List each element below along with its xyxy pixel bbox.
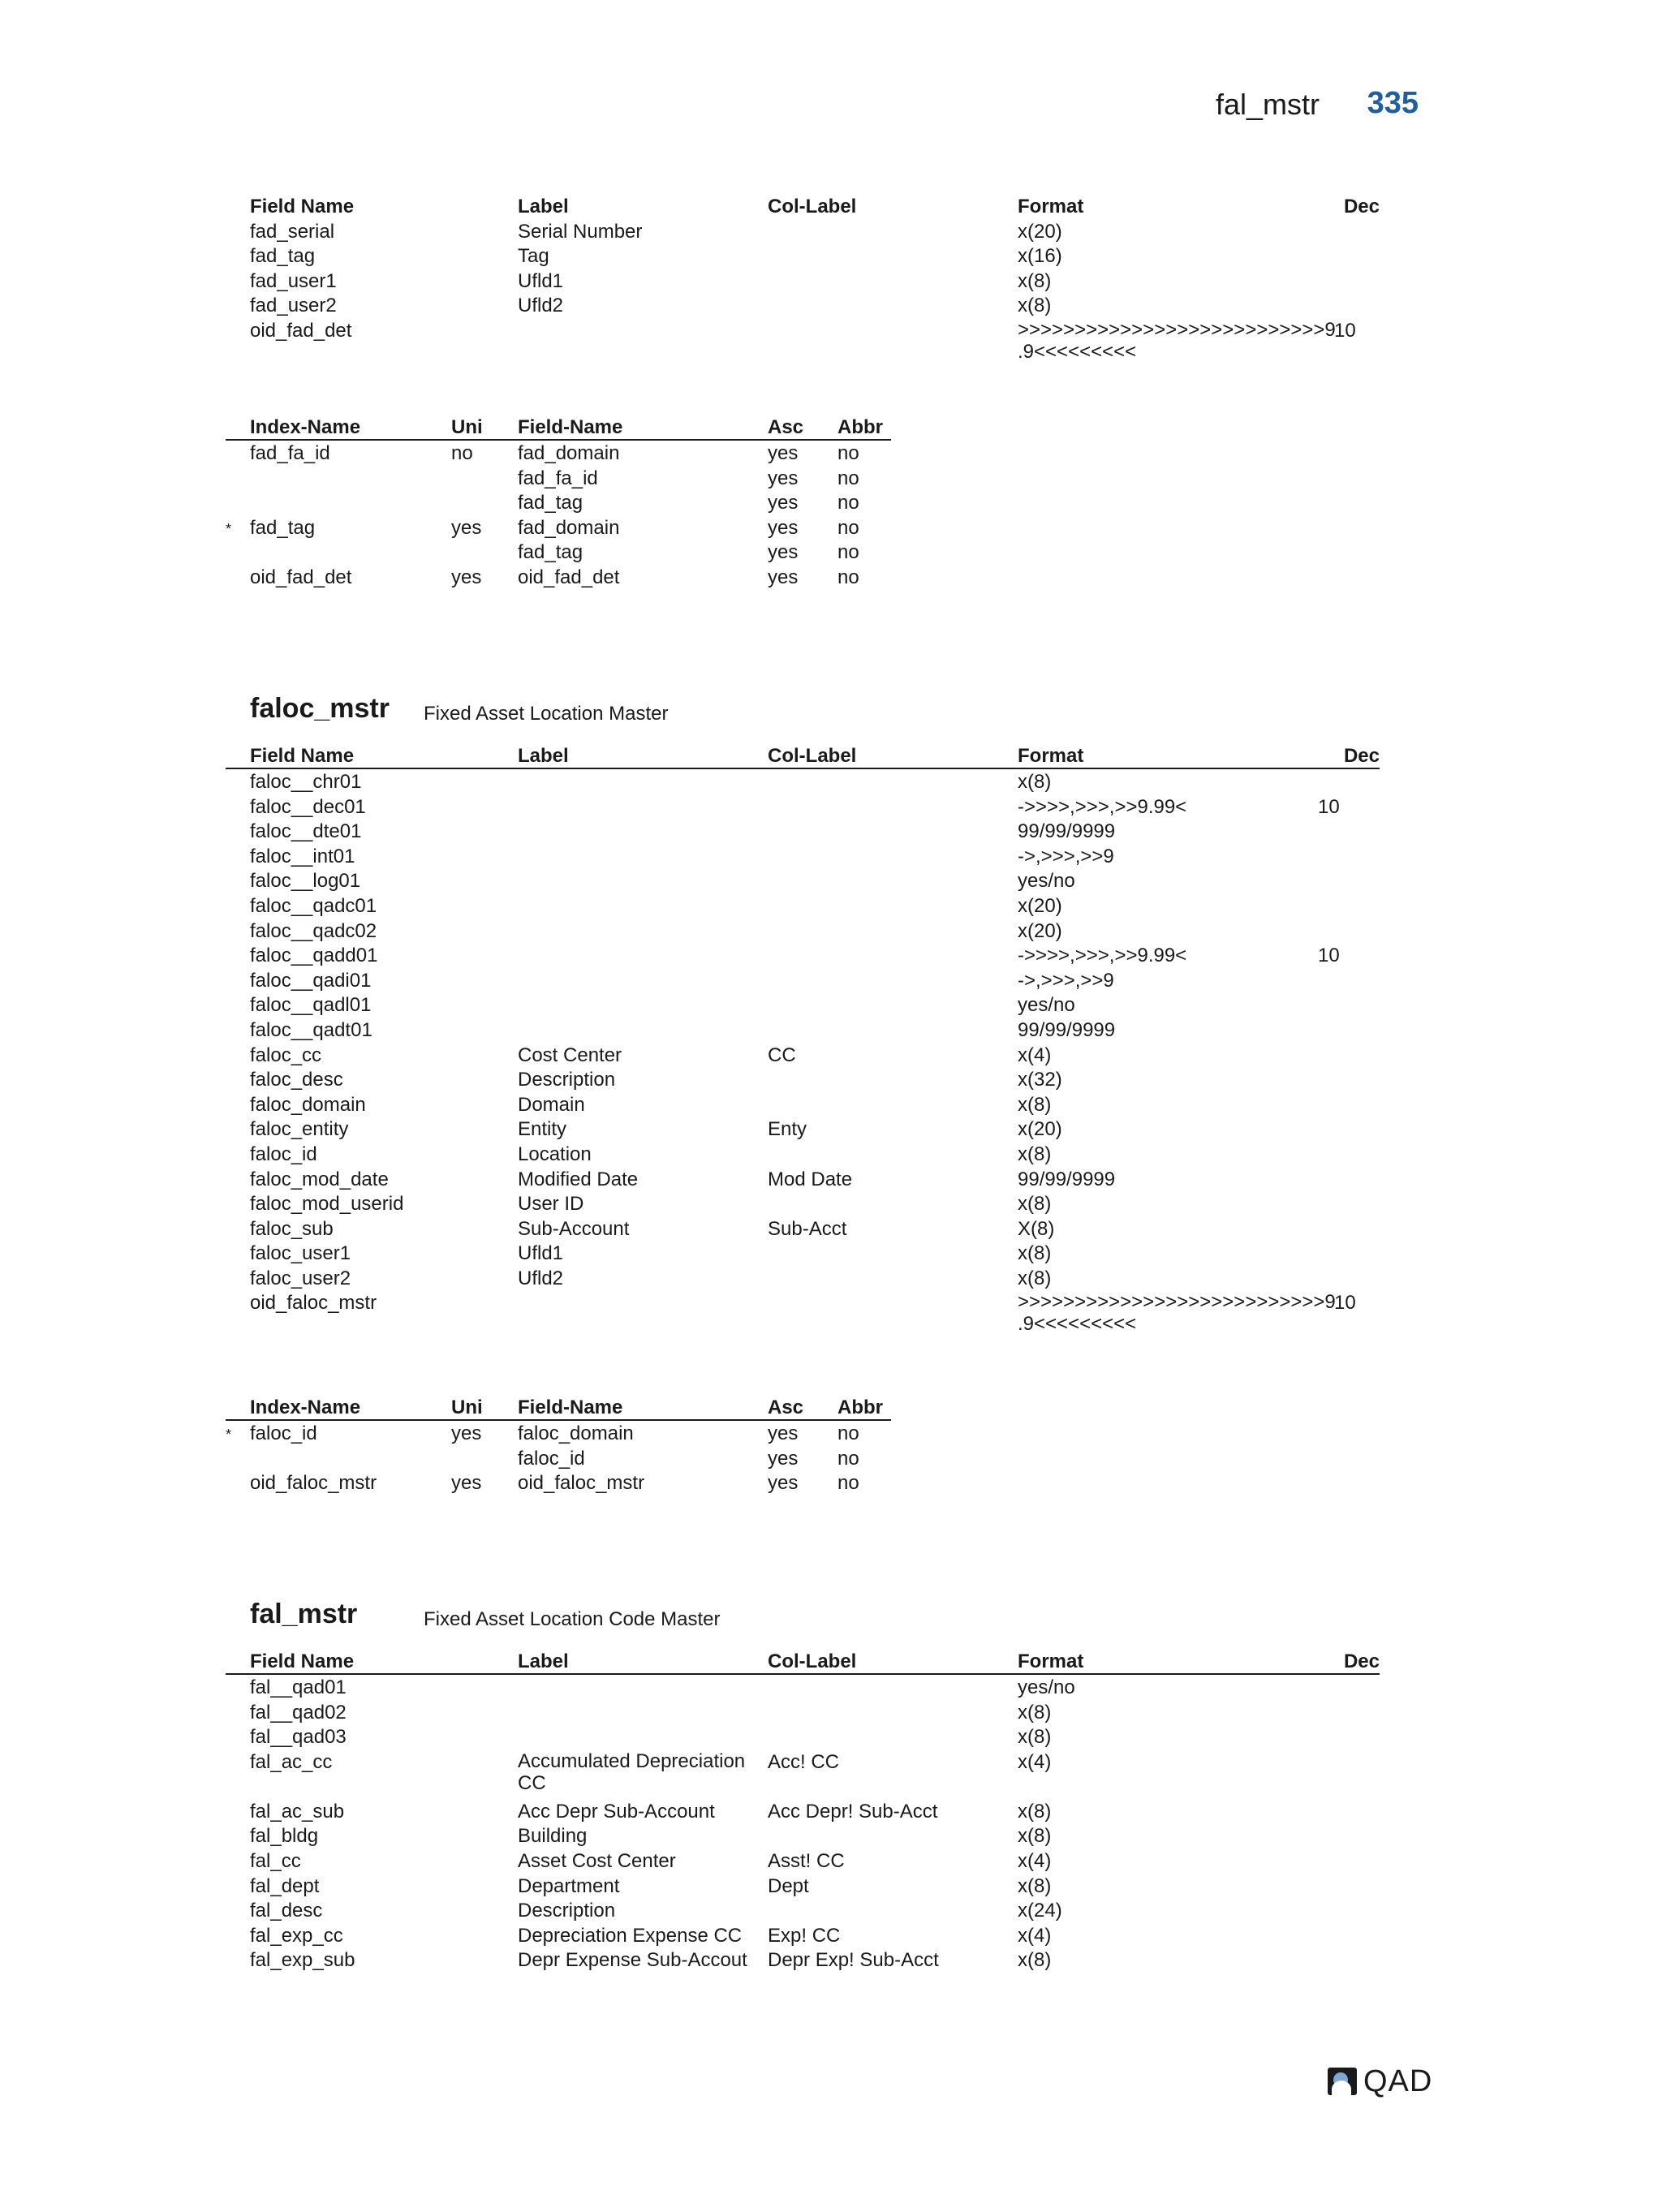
field-format: x(8) [1018, 269, 1052, 292]
field-row [226, 1217, 1380, 1242]
field-name: fal__qad03 [250, 1726, 347, 1749]
column-header: Index-Name [250, 416, 361, 438]
index-field-name: fad_domain [518, 516, 620, 539]
field-format: 99/99/9999 [1018, 1018, 1116, 1041]
field-format: x(24) [1018, 1900, 1062, 1922]
column-header: Format [1018, 745, 1084, 767]
field-col-label: Mod Date [768, 1168, 853, 1190]
field-label: Ufld2 [518, 1267, 564, 1289]
field-name: faloc_user1 [250, 1242, 351, 1265]
field-format: x(8) [1018, 1949, 1052, 1972]
field-row [226, 1899, 1380, 1924]
field-row [226, 944, 1380, 969]
column-header: Field Name [250, 196, 355, 217]
field-format: x(32) [1018, 1069, 1062, 1091]
field-table-header [226, 744, 1380, 769]
field-format: x(8) [1018, 1825, 1052, 1848]
field-format: x(8) [1018, 295, 1052, 317]
column-header: Col-Label [768, 745, 857, 767]
field-label: Entity [518, 1118, 567, 1141]
field-format: ->>>>,>>>,>>9.99< [1018, 795, 1187, 818]
field-name: faloc__qadi01 [250, 969, 372, 992]
index-field-name: faloc_id [518, 1447, 585, 1470]
column-header: Col-Label [768, 196, 857, 217]
index-name: faloc_id [250, 1422, 317, 1444]
column-header: Col-Label [768, 1650, 857, 1672]
field-row [226, 1093, 1380, 1118]
index-asc: yes [768, 442, 799, 464]
field-row [226, 1068, 1380, 1093]
field-row [226, 1192, 1380, 1217]
field-name: oid_faloc_mstr [250, 1292, 377, 1315]
index-row [226, 467, 891, 492]
field-name: fal_cc [250, 1849, 301, 1872]
field-row [226, 993, 1380, 1018]
field-col-label: Asst! CC [768, 1849, 845, 1872]
field-name: faloc__qadt01 [250, 1018, 372, 1041]
index-field-name: oid_faloc_mstr [518, 1472, 645, 1495]
column-header: Dec [1343, 745, 1380, 767]
field-row [226, 1242, 1380, 1267]
field-table-header [226, 1650, 1380, 1675]
field-name: fal_dept [250, 1874, 320, 1897]
column-header: Field-Name [518, 416, 623, 438]
field-format: x(8) [1018, 1726, 1052, 1749]
field-label: Ufld2 [518, 295, 564, 317]
field-name: fal_desc [250, 1900, 323, 1922]
field-name: faloc__qadd01 [250, 945, 378, 967]
column-header: Field-Name [518, 1396, 623, 1418]
field-name: fal_exp_cc [250, 1924, 343, 1947]
primary-index-marker: * [226, 520, 232, 537]
field-name: faloc_mod_userid [250, 1193, 404, 1216]
index-table-header [226, 1396, 891, 1421]
field-dec: 10 [1334, 319, 1356, 342]
fal-mstr-field-table [226, 1650, 1380, 1973]
field-col-label: Acc! CC [768, 1750, 840, 1773]
field-format: 99/99/9999 [1018, 820, 1116, 843]
field-format: x(4) [1018, 1044, 1052, 1066]
field-name: fal_ac_sub [250, 1800, 345, 1823]
column-header: Format [1018, 1650, 1084, 1672]
index-name: oid_faloc_mstr [250, 1472, 377, 1495]
field-row [226, 1750, 1380, 1800]
field-format: x(20) [1018, 1118, 1062, 1141]
index-unique: yes [451, 566, 482, 588]
column-header: Asc [768, 416, 804, 438]
field-row [226, 845, 1380, 870]
index-unique: yes [451, 1422, 482, 1444]
field-name: faloc_entity [250, 1118, 349, 1141]
field-format: x(8) [1018, 1874, 1052, 1897]
index-row [226, 1471, 891, 1496]
field-row [226, 1676, 1380, 1701]
index-asc: yes [768, 492, 799, 514]
field-row [226, 1117, 1380, 1143]
field-col-label: Acc Depr! Sub-Acct [768, 1800, 938, 1823]
field-label: Cost Center [518, 1044, 622, 1066]
field-label: Ufld1 [518, 1242, 564, 1265]
field-row [226, 969, 1380, 994]
field-row [226, 244, 1380, 269]
index-row [226, 441, 891, 467]
column-header: Format [1018, 196, 1084, 217]
index-asc: yes [768, 467, 799, 489]
field-format: x(20) [1018, 919, 1062, 942]
index-field-name: fad_tag [518, 492, 583, 514]
field-row [226, 1044, 1380, 1069]
field-label: Tag [518, 245, 549, 268]
index-unique: yes [451, 516, 482, 539]
index-abbr: no [837, 1422, 859, 1444]
field-row [226, 1800, 1380, 1825]
field-name: faloc_mod_date [250, 1168, 389, 1190]
index-field-name: oid_fad_det [518, 566, 620, 588]
field-format: x(8) [1018, 1800, 1052, 1823]
field-format: ->,>>>,>>9 [1018, 969, 1114, 992]
field-name: faloc__log01 [250, 870, 361, 893]
field-row [226, 1291, 1380, 1341]
field-name: faloc__chr01 [250, 771, 362, 793]
index-abbr: no [837, 467, 859, 489]
field-format: x(4) [1018, 1750, 1052, 1773]
index-field-name: faloc_domain [518, 1422, 634, 1444]
running-header-title: fal_mstr [1215, 88, 1320, 121]
column-header: Uni [451, 416, 483, 438]
column-header: Asc [768, 1396, 804, 1418]
field-format: x(8) [1018, 1267, 1052, 1289]
index-abbr: no [837, 1472, 859, 1495]
field-row [226, 820, 1380, 845]
field-format: x(8) [1018, 1242, 1052, 1265]
column-header: Label [518, 745, 569, 767]
field-format: >>>>>>>>>>>>>>>>>>>>>>>>>>>9 .9<<<<<<<<< [1018, 1291, 1336, 1336]
field-label: Modified Date [518, 1168, 639, 1190]
index-abbr: no [837, 492, 859, 514]
page-number: 335 [1367, 86, 1419, 120]
index-abbr: no [837, 541, 859, 564]
index-unique: no [451, 442, 473, 464]
index-row [226, 1422, 891, 1447]
field-label: Description [518, 1069, 616, 1091]
field-format: yes/no [1018, 994, 1075, 1017]
index-abbr: no [837, 516, 859, 539]
field-row [226, 1725, 1380, 1750]
field-col-label: Exp! CC [768, 1924, 841, 1947]
field-name: fal_bldg [250, 1825, 319, 1848]
field-format: x(20) [1018, 220, 1062, 243]
field-format: x(4) [1018, 1924, 1052, 1947]
field-format: yes/no [1018, 1676, 1075, 1698]
field-format: X(8) [1018, 1217, 1055, 1240]
index-asc: yes [768, 1422, 799, 1444]
index-field-name: fad_domain [518, 442, 620, 464]
field-row [226, 1824, 1380, 1849]
field-label: Depr Expense Sub-Accout [518, 1949, 747, 1972]
field-name: fal__qad02 [250, 1701, 347, 1724]
index-asc: yes [768, 1447, 799, 1470]
field-name: oid_fad_det [250, 319, 352, 342]
field-label: Building [518, 1825, 588, 1848]
field-label: Ufld1 [518, 269, 564, 292]
index-name: fad_fa_id [250, 442, 330, 464]
index-row [226, 491, 891, 516]
field-name: faloc__qadc01 [250, 894, 377, 917]
field-row [226, 1267, 1380, 1292]
column-header: Dec [1343, 196, 1380, 217]
field-label: Location [518, 1143, 592, 1165]
qad-logo [1328, 2064, 1449, 2098]
faloc-mstr-index-table [226, 1396, 891, 1496]
field-row [226, 795, 1380, 820]
field-format: x(8) [1018, 1093, 1052, 1116]
column-header: Label [518, 196, 569, 217]
index-row [226, 516, 891, 541]
field-name: faloc__dec01 [250, 795, 366, 818]
field-label: Acc Depr Sub-Account [518, 1800, 715, 1823]
field-format: x(8) [1018, 1701, 1052, 1724]
qad-logo-icon [1328, 2068, 1357, 2095]
field-row [226, 770, 1380, 795]
index-name: fad_tag [250, 516, 316, 539]
field-row [226, 1168, 1380, 1193]
field-name: faloc__qadc02 [250, 919, 377, 942]
field-name: faloc_cc [250, 1044, 322, 1066]
field-row [226, 1701, 1380, 1726]
primary-index-marker: * [226, 1427, 232, 1443]
field-format: >>>>>>>>>>>>>>>>>>>>>>>>>>>9 .9<<<<<<<<< [1018, 318, 1336, 363]
field-label: Description [518, 1900, 616, 1922]
field-label: Domain [518, 1093, 585, 1116]
field-format: x(8) [1018, 1143, 1052, 1165]
column-header: Abbr [837, 416, 883, 438]
field-label: Asset Cost Center [518, 1849, 676, 1872]
field-row [226, 919, 1380, 945]
index-asc: yes [768, 516, 799, 539]
field-row [226, 220, 1380, 245]
field-row [226, 294, 1380, 319]
field-row [226, 1143, 1380, 1168]
field-format: ->>>>,>>>,>>9.99< [1018, 945, 1187, 967]
field-label: Accumulated Depreciation CC [518, 1749, 746, 1794]
field-name: faloc_user2 [250, 1267, 351, 1289]
field-name: fal_exp_sub [250, 1949, 355, 1972]
field-row [226, 269, 1380, 295]
field-name: faloc__dte01 [250, 820, 362, 843]
index-abbr: no [837, 566, 859, 588]
field-row [226, 1924, 1380, 1949]
field-col-label: Sub-Acct [768, 1217, 847, 1240]
index-row [226, 566, 891, 591]
qad-logo-text: QAD [1363, 2064, 1433, 2098]
field-label: Depreciation Expense CC [518, 1924, 743, 1947]
field-row [226, 1948, 1380, 1973]
field-format: x(4) [1018, 1849, 1052, 1872]
index-row [226, 540, 891, 566]
field-name: faloc__int01 [250, 845, 355, 867]
field-name: faloc_id [250, 1143, 317, 1165]
column-header: Field Name [250, 1650, 355, 1672]
index-name: oid_fad_det [250, 566, 352, 588]
field-col-label: Dept [768, 1874, 809, 1897]
index-abbr: no [837, 1447, 859, 1470]
fal-mstr-title: fal_mstr [250, 1599, 358, 1629]
field-format: x(8) [1018, 771, 1052, 793]
faloc-mstr-title: faloc_mstr [250, 693, 390, 724]
index-unique: yes [451, 1472, 482, 1495]
field-row [226, 894, 1380, 919]
field-name: fal_ac_cc [250, 1750, 333, 1773]
field-name: faloc__qadl01 [250, 994, 372, 1017]
field-row [226, 1874, 1380, 1900]
field-name: fad_user2 [250, 295, 337, 317]
column-header: Label [518, 1650, 569, 1672]
field-name: faloc_sub [250, 1217, 334, 1240]
field-label: Sub-Account [518, 1217, 630, 1240]
index-row [226, 1447, 891, 1472]
field-format: x(16) [1018, 245, 1062, 268]
field-label: Department [518, 1874, 620, 1897]
field-col-label: Depr Exp! Sub-Acct [768, 1949, 939, 1972]
field-format: yes/no [1018, 870, 1075, 893]
column-header: Abbr [837, 1396, 883, 1418]
field-format: x(8) [1018, 1193, 1052, 1216]
index-asc: yes [768, 1472, 799, 1495]
field-name: fal__qad01 [250, 1676, 347, 1698]
field-row [226, 1849, 1380, 1874]
field-label: User ID [518, 1193, 584, 1216]
fal-mstr-description: Fixed Asset Location Code Master [424, 1608, 721, 1630]
faloc-mstr-description: Fixed Asset Location Master [424, 703, 669, 725]
fad-det-index-table [226, 415, 891, 591]
column-header: Field Name [250, 745, 355, 767]
field-name: faloc_desc [250, 1069, 343, 1091]
field-format: x(20) [1018, 894, 1062, 917]
fad-det-field-table [226, 195, 1380, 368]
field-col-label: Enty [768, 1118, 807, 1141]
field-col-label: CC [768, 1044, 796, 1066]
field-row [226, 319, 1380, 368]
column-header: Index-Name [250, 1396, 361, 1418]
field-row [226, 1018, 1380, 1044]
index-abbr: no [837, 442, 859, 464]
index-asc: yes [768, 541, 799, 564]
field-table-header [226, 195, 1380, 220]
field-name: fad_serial [250, 220, 335, 243]
column-header: Uni [451, 1396, 483, 1418]
column-header: Dec [1343, 1650, 1380, 1672]
index-field-name: fad_fa_id [518, 467, 598, 489]
field-format: ->,>>>,>>9 [1018, 845, 1114, 867]
field-name: fad_user1 [250, 269, 337, 292]
field-name: fad_tag [250, 245, 316, 268]
field-name: faloc_domain [250, 1093, 366, 1116]
faloc-mstr-field-table [226, 744, 1380, 1341]
field-dec: 10 [1334, 1292, 1356, 1315]
index-table-header [226, 415, 891, 441]
index-field-name: fad_tag [518, 541, 583, 564]
field-dec: 10 [1318, 945, 1340, 967]
field-row [226, 869, 1380, 894]
field-format: 99/99/9999 [1018, 1168, 1116, 1190]
field-dec: 10 [1318, 795, 1340, 818]
field-label: Serial Number [518, 220, 643, 243]
index-asc: yes [768, 566, 799, 588]
